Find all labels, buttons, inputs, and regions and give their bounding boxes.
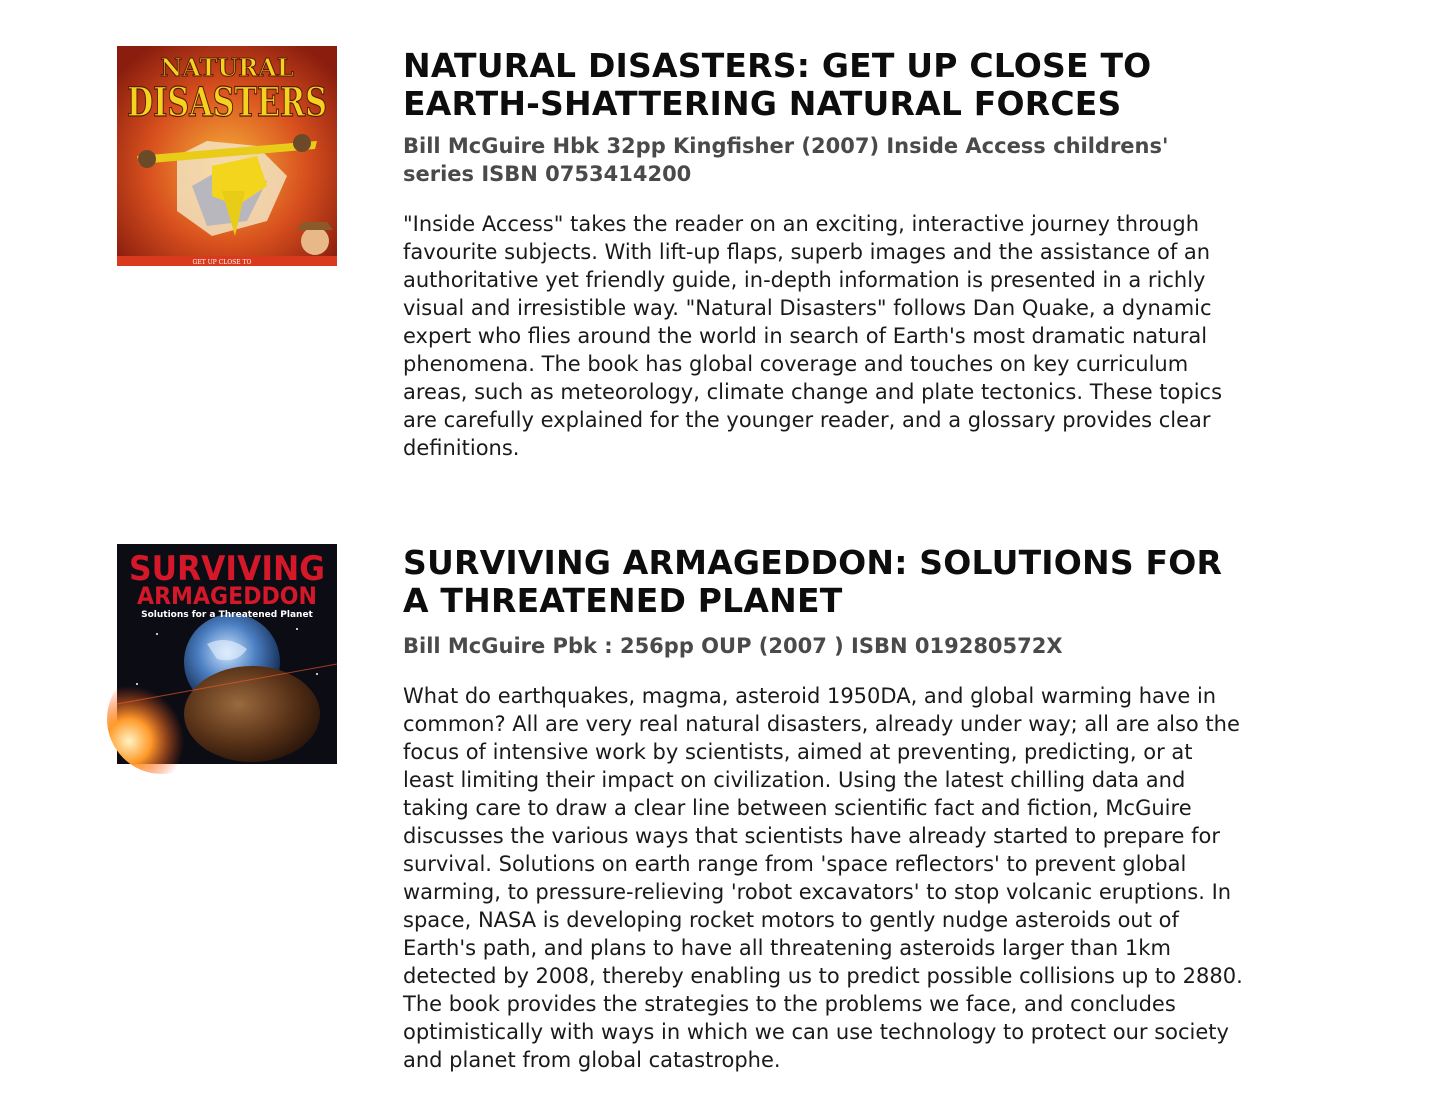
cover-title-line1: NATURAL [160,53,294,82]
cover-subtitle: Solutions for a Threatened Planet [141,610,313,620]
cover-title-line1: SURVIVING [129,549,325,589]
book-info [403,544,1243,1074]
book-description: "Inside Access" takes the reader on an exciting, interactive journey through favourite subjects. With lift-up flaps, superb images and the assistance of an authoritative yet friendly guide, in-depth information is presented in a richly visual and irresistible way. "Natural Disasters" follows Dan Quake, a dynamic expert who flies around the world in search of Earth's most dramatic natural phenomena. The book has global coverage and touches on key curriculum areas, such as meteorology, climate change and plate tectonics. These topics are carefully explained for the younger reader, and a glossary provides clear definitions. [403,212,1223,460]
book-meta: Bill McGuire Pbk : 256pp OUP (2007 ) ISBN 019280572X [403,634,1063,658]
book-cover-image[interactable] [117,544,337,764]
book-title[interactable]: SURVIVING ARMAGEDDON: SOLUTIONS FOR A THREATENED PLANET [403,543,1223,620]
book-description: What do earthquakes, magma, asteroid 1950DA, and global warming have in common? All are very real natural disasters, already under way; all are also the focus of intensive work by scientists, aimed at preventing, predicting, or at least limiting their impact on civilization. Using the latest chilling data and taking care to draw a clear line between scientific fact and fiction, McGuire discusses the various ways that scientists have already started to prepare for survival. Solutions on earth range from 'space reflectors' to prevent global warming, to pressure-relieving 'robot excavators' to stop volcanic eruptions. In space, NASA is developing rocket motors to gently nudge asteroids out of Earth's path, and plans to have all threatening asteroids larger than 1km detected by 2008, thereby enabling us to predict possible collisions up to 2880. The book provides the strategies to the problems we face, and concludes optimistically with ways in which we can use technology to protect our society and planet from global catastrophe. [403,684,1243,1072]
cover-footer-text: GET UP CLOSE TO [192,259,252,266]
cover-title-line2: DISASTERS [127,79,327,126]
book-meta: Bill McGuire Hbk 32pp Kingfisher (2007) Inside Access childrens' series ISBN 0753414200 [403,134,1169,186]
book-info [403,47,1243,462]
cover-title-line2: ARMAGEDDON [137,582,317,610]
book-cover-image[interactable] [117,46,337,266]
book-title[interactable]: NATURAL DISASTERS: GET UP CLOSE TO EARTH-SHATTERING NATURAL FORCES [403,46,1152,123]
